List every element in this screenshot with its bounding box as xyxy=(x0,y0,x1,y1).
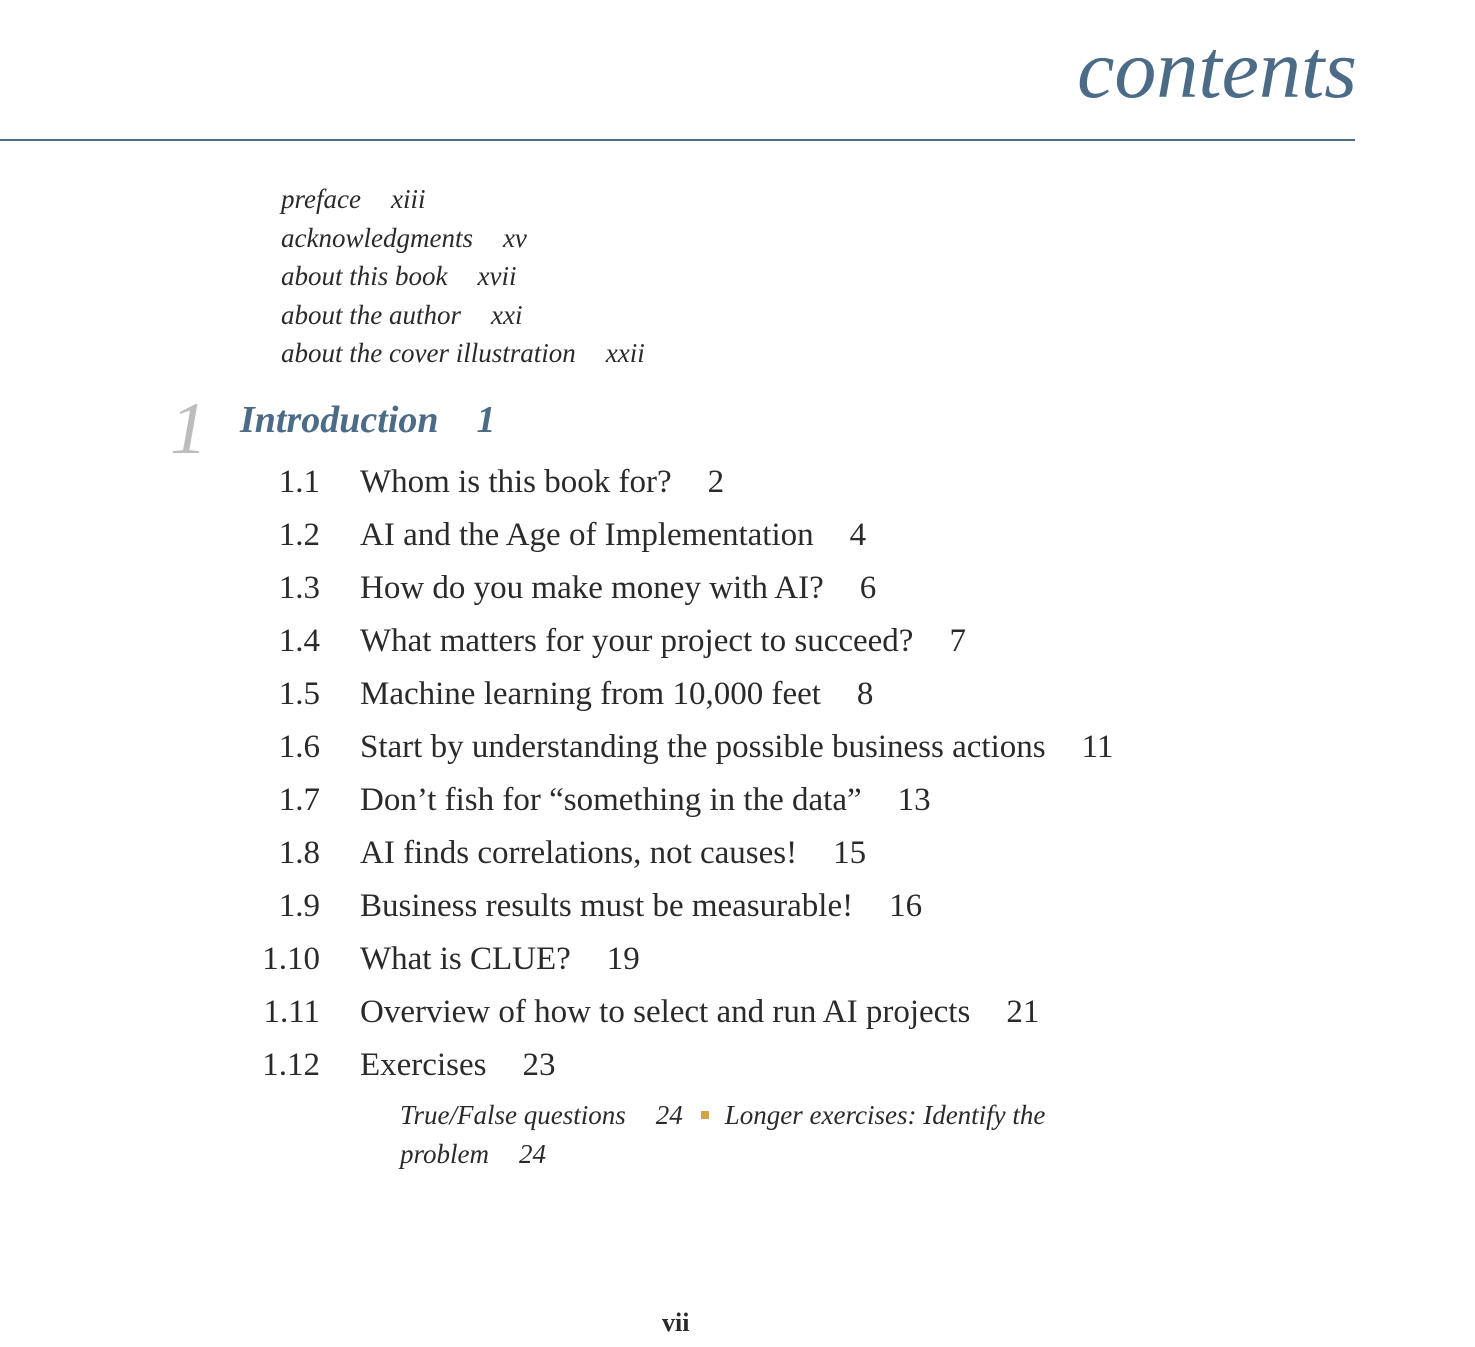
section-title: How do you make money with AI? xyxy=(360,570,824,606)
section-page: 8 xyxy=(856,676,874,712)
front-matter-page: xxi xyxy=(491,299,523,330)
section-title: Exercises xyxy=(360,1047,487,1083)
section-title: What is CLUE? xyxy=(360,941,571,977)
section-number: 1.5 xyxy=(278,676,320,712)
front-matter-label: preface xyxy=(281,184,361,214)
section-number: 1.11 xyxy=(263,994,320,1030)
section-page: 7 xyxy=(949,623,966,659)
section-entry[interactable] xyxy=(0,1039,1475,1092)
front-matter-item[interactable] xyxy=(281,296,645,335)
section-title: What matters for your project to succeed? xyxy=(360,623,914,659)
section-entry[interactable] xyxy=(0,668,1475,721)
front-matter-page: xv xyxy=(502,222,527,253)
page-title: contents xyxy=(1077,23,1357,116)
section-title: Don’t fish for “something in the data” xyxy=(360,782,862,818)
section-number: 1.7 xyxy=(278,782,320,818)
section-title: Overview of how to select and run AI projects xyxy=(360,994,971,1030)
section-number: 1.2 xyxy=(278,517,320,553)
section-entry[interactable] xyxy=(0,721,1475,774)
section-entry[interactable] xyxy=(0,615,1475,668)
section-title: Whom is this book for? xyxy=(360,464,672,500)
chapter-heading[interactable] xyxy=(240,398,496,444)
section-number: 1.4 xyxy=(278,623,320,659)
section-page: 15 xyxy=(833,835,867,871)
front-matter-label: about the author xyxy=(281,299,461,330)
subsection-title: Longer exercises: Identify the problem xyxy=(400,1100,1046,1169)
subsection-title: True/False questions xyxy=(400,1100,626,1130)
section-title: AI finds correlations, not causes! xyxy=(360,835,798,871)
section-page: 4 xyxy=(849,517,867,553)
bullet-separator-icon xyxy=(701,1111,709,1119)
section-page: 16 xyxy=(889,888,923,924)
section-title: Start by understanding the possible business actions xyxy=(360,729,1046,765)
section-entry[interactable] xyxy=(0,827,1475,880)
section-list xyxy=(0,456,1475,1092)
section-number: 1.8 xyxy=(278,835,320,871)
section-number: 1.10 xyxy=(262,941,320,977)
front-matter-item[interactable] xyxy=(281,334,645,373)
chapter-number: 1 xyxy=(170,388,207,470)
chapter-title: Introduction xyxy=(240,399,439,441)
section-title: AI and the Age of Implementation xyxy=(360,517,814,553)
subsection-page: 24 xyxy=(655,1100,683,1130)
section-page: 2 xyxy=(707,464,725,500)
section-title: Business results must be measurable! xyxy=(360,888,854,924)
subsection-list xyxy=(400,1096,1160,1174)
section-number: 1.12 xyxy=(262,1047,320,1083)
front-matter-item[interactable] xyxy=(281,219,645,258)
front-matter-label: about the cover illustration xyxy=(281,338,576,368)
page-number: vii xyxy=(662,1308,690,1337)
section-entry[interactable] xyxy=(0,933,1475,986)
section-entry[interactable] xyxy=(0,562,1475,615)
chapter-page: 1 xyxy=(476,399,496,441)
section-page: 21 xyxy=(1006,994,1040,1030)
section-page: 23 xyxy=(522,1047,556,1083)
front-matter-item[interactable] xyxy=(281,180,645,219)
section-number: 1.1 xyxy=(278,464,320,500)
section-page: 6 xyxy=(859,570,877,606)
title-divider xyxy=(0,139,1355,141)
section-entry[interactable] xyxy=(0,986,1475,1039)
front-matter-page: xiii xyxy=(390,184,426,214)
section-title: Machine learning from 10,000 feet xyxy=(360,676,821,712)
section-entry[interactable] xyxy=(0,456,1475,509)
section-page: 13 xyxy=(897,782,931,818)
front-matter-page: xvii xyxy=(477,261,517,291)
front-matter-page: xxii xyxy=(605,338,645,368)
section-page: 19 xyxy=(606,941,640,977)
section-number: 1.9 xyxy=(278,888,320,924)
section-number: 1.6 xyxy=(278,729,320,765)
section-entry[interactable] xyxy=(0,509,1475,562)
subsection-page: 24 xyxy=(519,1139,546,1169)
front-matter-item[interactable] xyxy=(281,257,645,296)
front-matter-label: about this book xyxy=(281,261,448,291)
front-matter-list xyxy=(281,180,645,373)
section-entry[interactable] xyxy=(0,880,1475,933)
front-matter-label: acknowledgments xyxy=(281,222,473,253)
section-entry[interactable] xyxy=(0,774,1475,827)
subsection-entry[interactable] xyxy=(400,1100,683,1130)
section-number: 1.3 xyxy=(278,570,320,606)
section-page: 11 xyxy=(1081,729,1114,765)
